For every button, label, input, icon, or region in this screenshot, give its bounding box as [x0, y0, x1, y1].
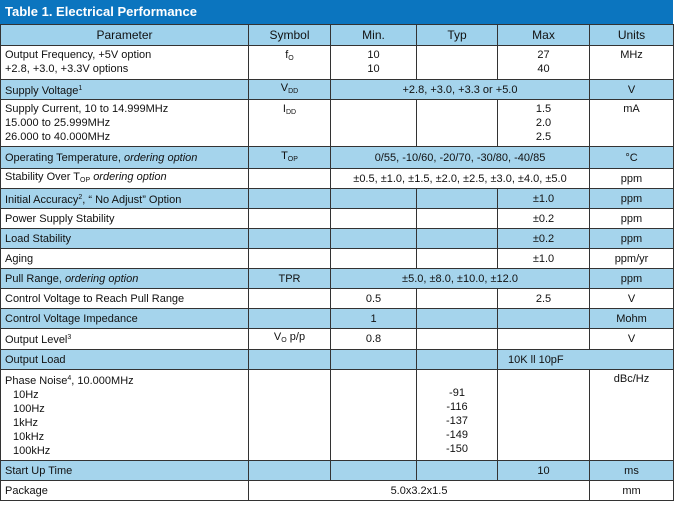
param-aging: Aging	[1, 249, 249, 269]
min-load-stability	[331, 229, 417, 249]
max-output-frequency: 27 40	[498, 46, 590, 80]
min-aging	[331, 249, 417, 269]
param-initial-accuracy: Initial Accuracy$^2$, “ No Adjust” Option	[1, 189, 249, 209]
max-control-voltage-impedance	[498, 309, 590, 329]
param-supply-current: Supply Current, 10 to 14.999MHz 15.000 to 25.999MHz 26.000 to 40.000MHz	[1, 100, 249, 147]
header-max: Max	[498, 25, 590, 46]
units-supply-current: mA	[590, 100, 674, 147]
table-row	[1, 329, 674, 350]
symbol-control-voltage-pull	[249, 289, 331, 309]
typ-aging	[417, 249, 498, 269]
phase-noise-value: -91	[449, 387, 465, 399]
units-package: mm	[590, 481, 674, 501]
min-initial-accuracy	[331, 189, 417, 209]
electrical-performance-table	[0, 24, 674, 501]
table-row	[1, 169, 674, 189]
symbol-operating-temperature: $T_{OP}$	[249, 147, 331, 169]
header-symbol: Symbol	[249, 25, 331, 46]
units-operating-temperature: °C	[590, 147, 674, 169]
param-operating-temperature: Operating Temperature, ordering option	[1, 147, 249, 169]
max-aging: ±1.0	[498, 249, 590, 269]
phase-noise-offset: 10kHz	[13, 431, 45, 443]
table-row	[1, 80, 674, 100]
table-row	[1, 289, 674, 309]
min-output-load	[331, 350, 417, 370]
table-row	[1, 229, 674, 249]
typ-phase-noise	[417, 370, 498, 461]
table-row	[1, 100, 674, 147]
units-start-up-time: ms	[590, 461, 674, 481]
max-load-stability: ±0.2	[498, 229, 590, 249]
symbol-pull-range: TPR	[249, 269, 331, 289]
symbol-aging	[249, 249, 331, 269]
param-stability: Stability Over $T_{OP}$ ordering option	[1, 169, 249, 189]
table-row	[1, 309, 674, 329]
table-row	[1, 209, 674, 229]
min-power-supply-stability	[331, 209, 417, 229]
phase-noise-value: -149	[445, 429, 469, 441]
header-units: Units	[590, 25, 674, 46]
table-row	[1, 249, 674, 269]
header-row	[1, 25, 674, 46]
symbol-stability	[249, 169, 331, 189]
phase-noise-value: -116	[446, 401, 468, 413]
units-load-stability: ppm	[590, 229, 674, 249]
typ-output-load	[417, 350, 498, 370]
table-title: Table 1. Electrical Performance	[0, 0, 673, 24]
table-row	[1, 481, 674, 501]
param-pull-range: Pull Range, ordering option	[1, 269, 249, 289]
symbol-supply-voltage: $V_{DD}$	[249, 80, 331, 100]
units-control-voltage-impedance: Mohm	[590, 309, 674, 329]
param-output-load: Output Load	[1, 350, 249, 370]
symbol-supply-current: $I_{DD}$	[249, 100, 331, 147]
typ-supply-current	[417, 100, 498, 147]
symbol-start-up-time	[249, 461, 331, 481]
max-supply-current: 1.5 2.0 2.5	[498, 100, 590, 147]
units-stability: ppm	[590, 169, 674, 189]
symbol-phase-noise	[249, 370, 331, 461]
max-output-level	[498, 329, 590, 350]
min-supply-current	[331, 100, 417, 147]
value-operating-temperature: 0/55, -10/60, -20/70, -30/80, -40/85	[331, 147, 590, 169]
typ-output-frequency	[417, 46, 498, 80]
symbol-output-load	[249, 350, 331, 370]
symbol-output-frequency: $f_O$	[249, 46, 331, 80]
value-output-load: 10K ll 10pF	[498, 350, 674, 370]
units-aging: ppm/yr	[590, 249, 674, 269]
table-row	[1, 350, 674, 370]
param-power-supply-stability: Power Supply Stability	[1, 209, 249, 229]
units-pull-range: ppm	[590, 269, 674, 289]
max-phase-noise	[498, 370, 590, 461]
phase-noise-offset: 1kHz	[13, 417, 39, 429]
table-row	[1, 189, 674, 209]
table-row	[1, 370, 674, 461]
typ-control-voltage-pull	[417, 289, 498, 309]
header-min: Min.	[331, 25, 417, 46]
typ-output-level	[417, 329, 498, 350]
typ-load-stability	[417, 229, 498, 249]
max-control-voltage-pull: 2.5	[498, 289, 590, 309]
param-start-up-time: Start Up Time	[1, 461, 249, 481]
param-control-voltage-impedance: Control Voltage Impedance	[1, 309, 249, 329]
min-control-voltage-pull: 0.5	[331, 289, 417, 309]
param-output-frequency: Output Frequency, +5V option +2.8, +3.0, +3.3V options	[1, 46, 249, 80]
phase-noise-offset: 100Hz	[13, 403, 45, 415]
min-start-up-time	[331, 461, 417, 481]
units-phase-noise: dBc/Hz	[590, 370, 674, 461]
max-power-supply-stability: ±0.2	[498, 209, 590, 229]
phase-noise-offset: 10Hz	[13, 389, 39, 401]
table-row	[1, 269, 674, 289]
param-supply-voltage: Supply Voltage$^1$	[1, 80, 249, 100]
units-power-supply-stability: ppm	[590, 209, 674, 229]
units-output-level: V	[590, 329, 674, 350]
typ-power-supply-stability	[417, 209, 498, 229]
value-package: 5.0x3.2x1.5	[249, 481, 590, 501]
min-phase-noise	[331, 370, 417, 461]
units-supply-voltage: V	[590, 80, 674, 100]
symbol-initial-accuracy	[249, 189, 331, 209]
param-load-stability: Load Stability	[1, 229, 249, 249]
min-control-voltage-impedance: 1	[331, 309, 417, 329]
header-typ: Typ	[417, 25, 498, 46]
table-row	[1, 46, 674, 80]
units-output-frequency: MHz	[590, 46, 674, 80]
max-initial-accuracy: ±1.0	[498, 189, 590, 209]
phase-noise-value: -150	[445, 443, 469, 455]
symbol-power-supply-stability	[249, 209, 331, 229]
max-start-up-time: 10	[498, 461, 590, 481]
phase-noise-value: -137	[445, 415, 469, 427]
units-control-voltage-pull: V	[590, 289, 674, 309]
param-output-level: Output Level$^3$	[1, 329, 249, 350]
units-initial-accuracy: ppm	[590, 189, 674, 209]
value-pull-range: ±5.0, ±8.0, ±10.0, ±12.0	[331, 269, 590, 289]
param-package: Package	[1, 481, 249, 501]
typ-start-up-time	[417, 461, 498, 481]
min-output-frequency: 10 10	[331, 46, 417, 80]
param-control-voltage-pull: Control Voltage to Reach Pull Range	[1, 289, 249, 309]
header-parameter: Parameter	[1, 25, 249, 46]
param-phase-noise: Phase Noise$^4$, 10.000MHz 10Hz 100Hz 1kHz 10kHz 100kHz	[1, 370, 249, 461]
symbol-load-stability	[249, 229, 331, 249]
value-stability: ±0.5, ±1.0, ±1.5, ±2.0, ±2.5, ±3.0, ±4.0, ±5.0	[331, 169, 590, 189]
value-supply-voltage: +2.8, +3.0, +3.3 or +5.0	[331, 80, 590, 100]
table-row	[1, 461, 674, 481]
phase-noise-offset: 100kHz	[13, 445, 51, 457]
symbol-output-level: $V_O$ p/p	[249, 329, 331, 350]
symbol-control-voltage-impedance	[249, 309, 331, 329]
table-row	[1, 147, 674, 169]
typ-initial-accuracy	[417, 189, 498, 209]
min-output-level: 0.8	[331, 329, 417, 350]
typ-control-voltage-impedance	[417, 309, 498, 329]
